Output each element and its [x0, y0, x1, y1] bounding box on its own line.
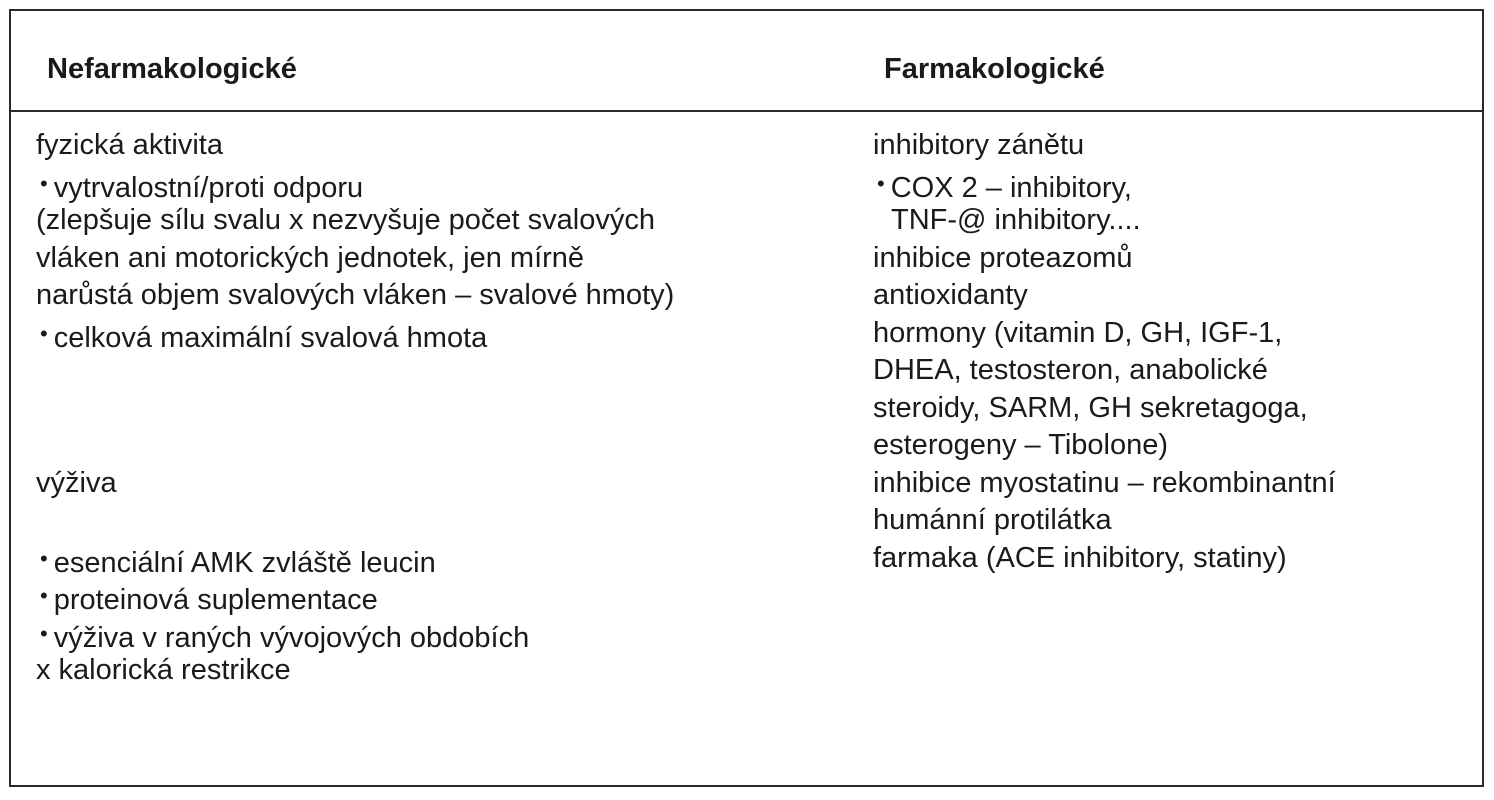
pharma-text-line: steroidy, SARM, GH sekretagoga,: [873, 391, 1308, 424]
pharma-text-line: hormony (vitamin D, GH, IGF-1,: [873, 316, 1283, 349]
nonpharma-text-line: fyzická aktivita: [36, 129, 223, 161]
header-nonpharmacological: Nefarmakologické: [47, 53, 297, 85]
nonpharma-spacer: [36, 502, 856, 540]
nonpharma-text-line: (zlepšuje sílu svalu x nezvyšuje počet svalových: [36, 204, 655, 236]
table-header-row: [11, 11, 1482, 112]
nonpharma-spacer: [36, 390, 856, 428]
nonpharma-spacer: [36, 352, 856, 390]
pharma-text-line: esterogeny – Tibolone): [873, 429, 1169, 461]
pharma-text-line: humánní protilátka: [873, 504, 1112, 536]
header-pharmacological: Farmakologické: [884, 53, 1105, 85]
nonpharmacological-column: [36, 127, 856, 690]
pharma-text-line: farmaka (ACE inhibitory, statiny): [873, 541, 1287, 574]
nonpharma-bullet-item: • esenciální AMK zvláště leucin: [36, 540, 856, 578]
nonpharma-text-line: vláken ani motorických jednotek, jen mírně: [36, 241, 585, 274]
pharma-text-line: inhibitory zánětu: [873, 129, 1085, 161]
nonpharma-text-line: x kalorická restrikce: [36, 654, 291, 686]
pharma-text-line: DHEA, testosteron, anabolické: [873, 354, 1268, 386]
pharma-text-line: TNF-@ inhibitory....: [891, 204, 1141, 236]
nonpharma-bullet-item: • výživa v raných vývojových obdobích: [36, 615, 856, 653]
nonpharma-bullet-item: • celková maximální svalová hmota: [36, 315, 856, 353]
nonpharma-text-line: narůstá objem svalových vláken – svalové hmoty): [36, 279, 675, 311]
nonpharma-text-line: výživa: [36, 466, 117, 499]
pharma-bullet-item: • COX 2 – inhibitory,: [873, 165, 1473, 203]
pharmacological-column: [873, 127, 1473, 577]
nonpharma-spacer: [36, 427, 856, 465]
pharma-text-line: inhibice myostatinu – rekombinantní: [873, 466, 1336, 499]
nonpharma-bullet-item: • vytrvalostní/proti odporu: [36, 165, 856, 203]
pharma-text-line: inhibice proteazomů: [873, 241, 1133, 274]
pharma-text-line: antioxidanty: [873, 279, 1028, 311]
nonpharma-bullet-item: • proteinová suplementace: [36, 577, 856, 615]
